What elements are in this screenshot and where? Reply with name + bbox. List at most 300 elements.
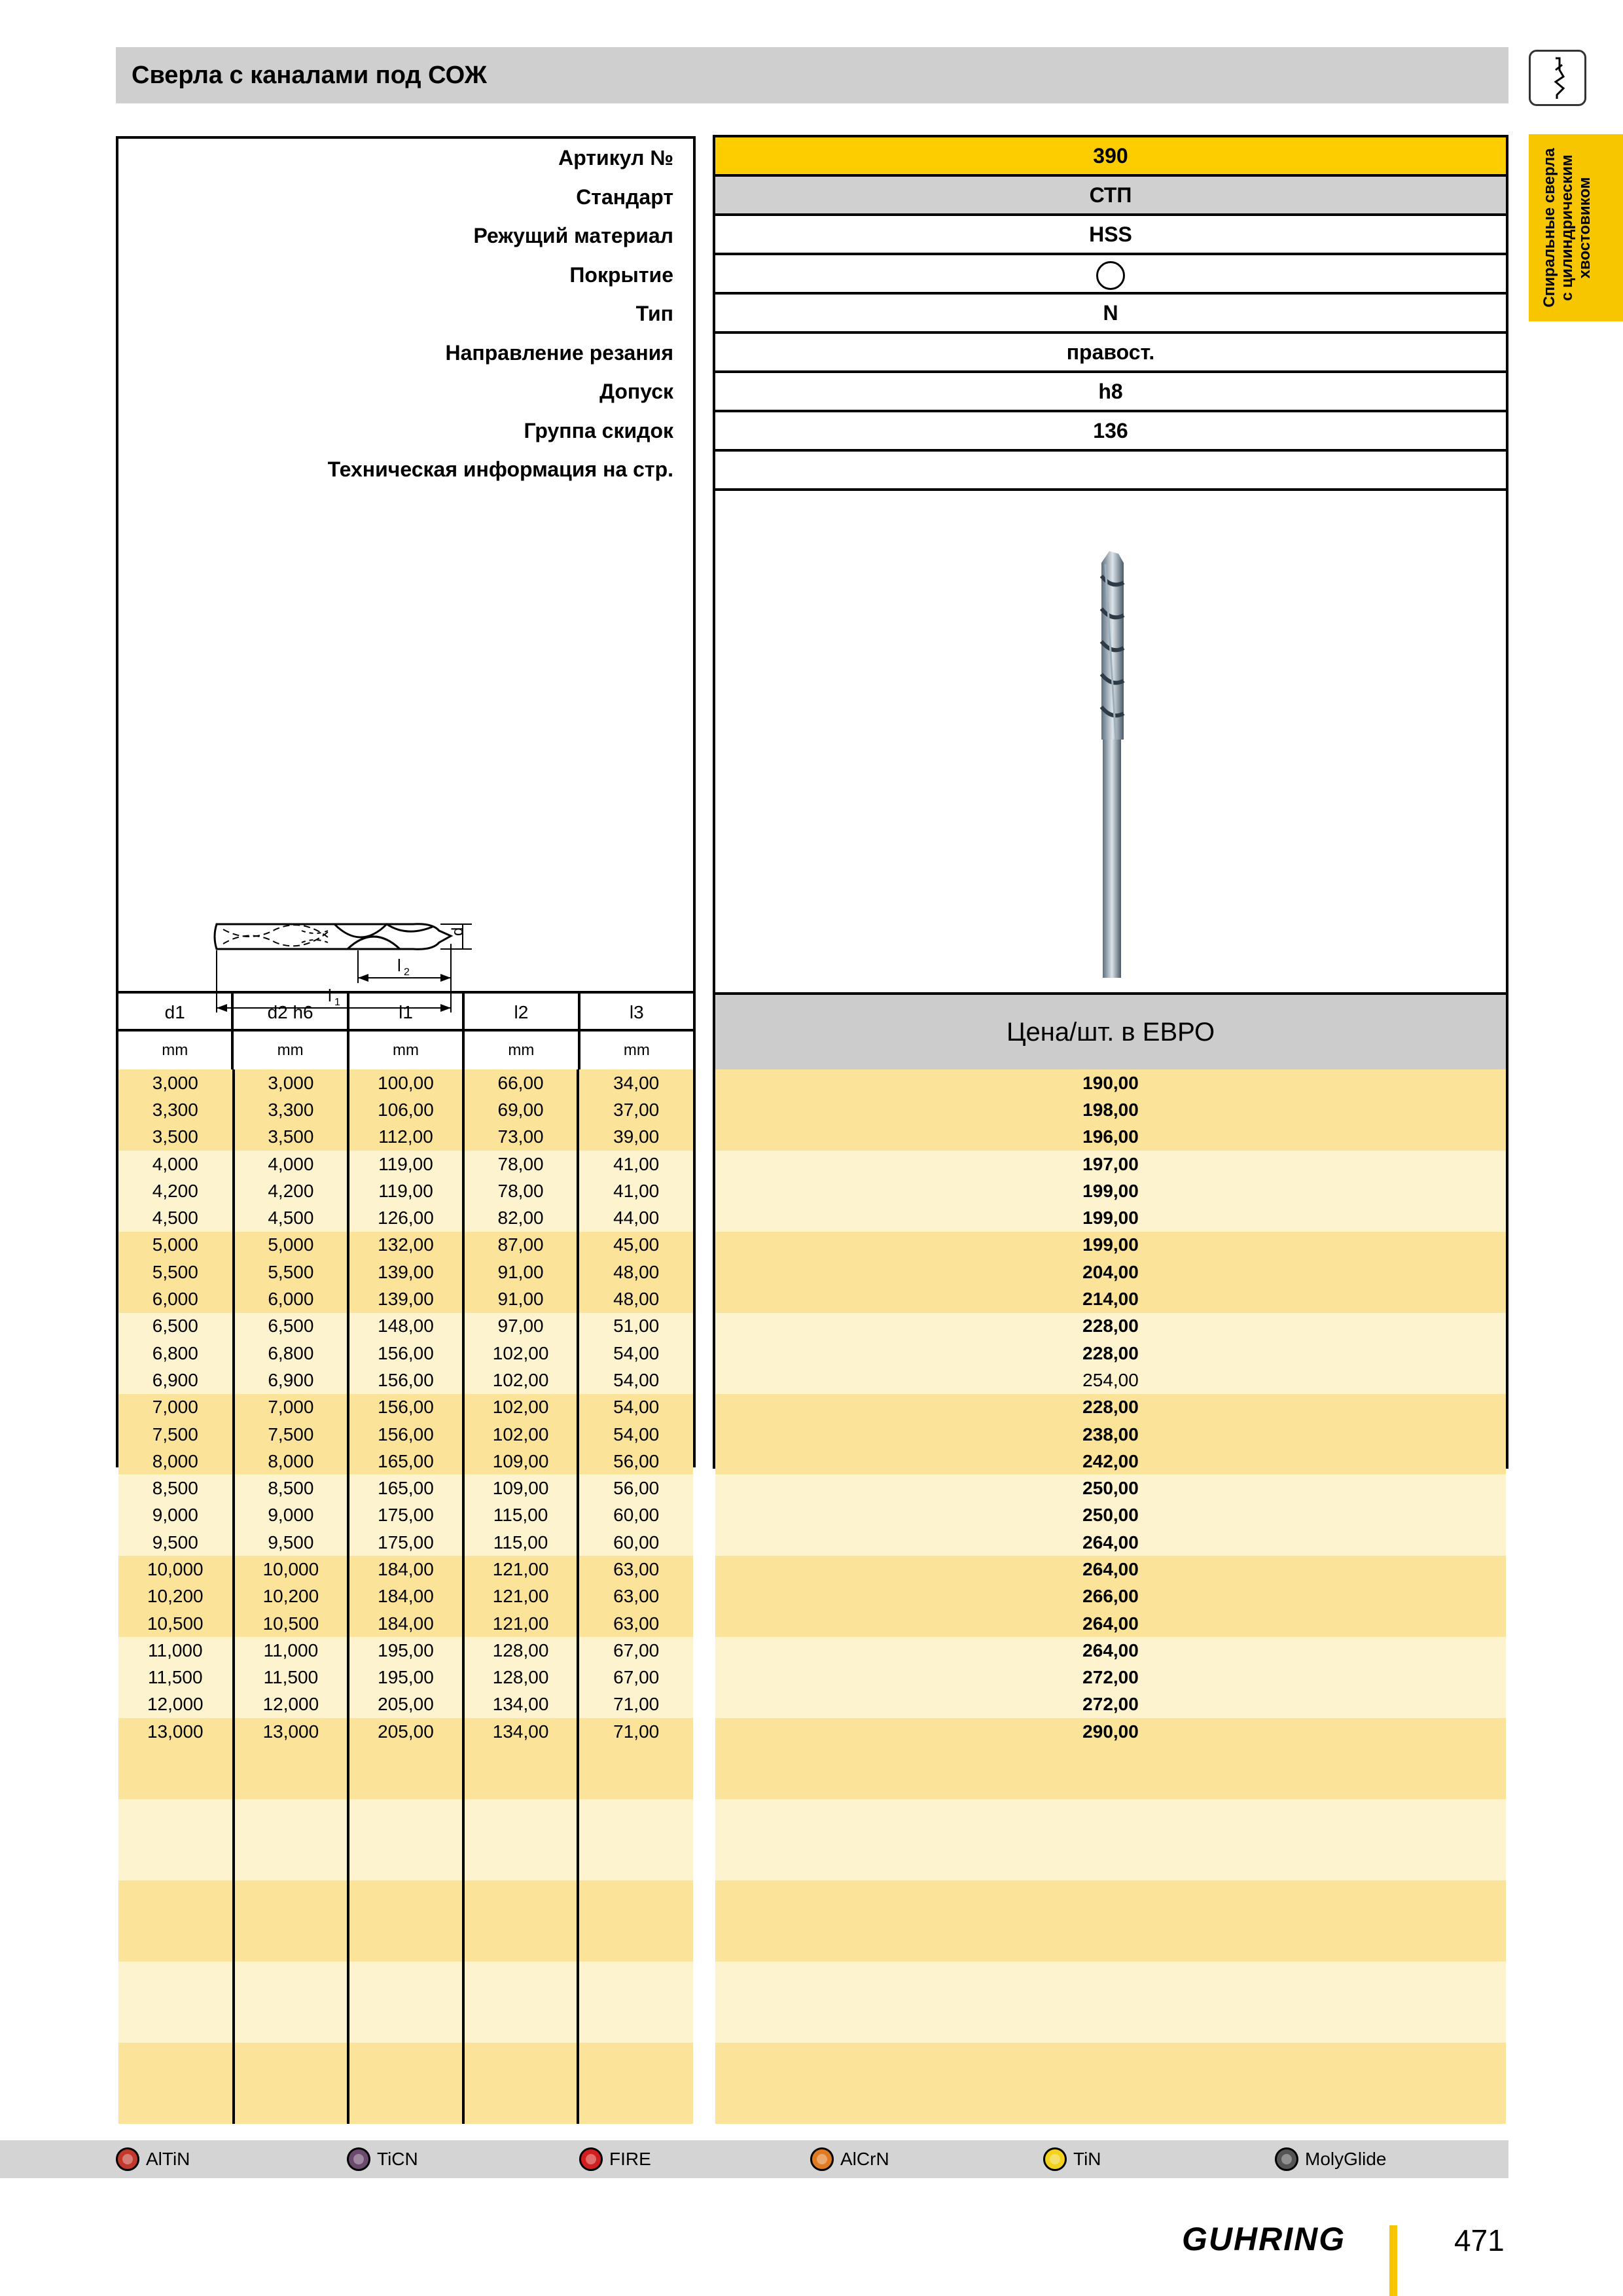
legend-item — [1043, 2147, 1101, 2171]
dimension-cell: 115,00 — [463, 1502, 579, 1529]
dimension-cell — [463, 1988, 579, 2015]
dimension-cell — [348, 2070, 463, 2096]
price-row — [715, 1583, 1506, 1610]
dimension-cell — [234, 1854, 349, 1880]
price-cell: 264,00 — [1082, 1640, 1139, 1660]
dimension-cell: 11,500 — [234, 1664, 349, 1691]
dimension-cell: 9,500 — [118, 1529, 234, 1556]
dimension-cell: 41,00 — [613, 1153, 660, 1174]
dimension-cell — [118, 1880, 234, 1907]
property-label: Допуск — [599, 380, 673, 403]
dimension-cell — [578, 2096, 693, 2123]
dimension-cell: 121,00 — [463, 1556, 579, 1583]
dimension-cell: 156,00 — [348, 1367, 463, 1393]
dimension-cell: 37,00 — [613, 1099, 660, 1120]
dimension-cell: 4,500 — [118, 1204, 234, 1231]
table-row — [118, 1259, 693, 1285]
dimension-cell — [118, 2015, 234, 2042]
coating-legend — [0, 2140, 1508, 2178]
dimension-cell — [234, 1799, 349, 1826]
dimension-cell: 128,00 — [463, 1664, 579, 1691]
price-cell — [715, 1772, 1506, 1799]
dimension-cell: 126,00 — [348, 1204, 463, 1231]
dimension-cell — [578, 1826, 693, 1853]
uncoated-icon — [1096, 261, 1125, 290]
dimension-cell: 109,00 — [463, 1475, 579, 1501]
table-row — [118, 1204, 693, 1231]
table-row — [118, 1610, 693, 1637]
tolerance-value: h8 — [715, 373, 1506, 412]
dimension-cell: 54,00 — [613, 1424, 660, 1444]
tin-coating-icon — [1043, 2147, 1067, 2171]
column-header: l1 — [349, 994, 465, 1031]
dimension-cell — [463, 1962, 579, 1988]
direction-value: правост. — [715, 334, 1506, 373]
dimension-cell: 184,00 — [348, 1610, 463, 1637]
table-row — [118, 1285, 693, 1312]
dimension-cell: 60,00 — [613, 1532, 660, 1552]
dimension-cell — [578, 1854, 693, 1880]
dimension-cell: 12,000 — [234, 1691, 349, 1718]
dimension-cell: 4,500 — [234, 1204, 349, 1231]
unit-header: mm — [623, 1041, 650, 1059]
dimension-cell: 78,00 — [463, 1151, 579, 1177]
dimension-cell: 56,00 — [613, 1450, 660, 1471]
column-header: d2 h6 — [234, 994, 349, 1031]
dimension-cell: 91,00 — [463, 1259, 579, 1285]
table-row — [118, 1772, 693, 1799]
discount-group-value: 136 — [715, 412, 1506, 452]
dimension-cell: 4,000 — [118, 1151, 234, 1177]
side-tab-line: хвостовиком — [1576, 177, 1594, 279]
dimension-cell: 184,00 — [348, 1583, 463, 1610]
price-cell: 214,00 — [1082, 1289, 1139, 1310]
dimension-cell: 121,00 — [463, 1610, 579, 1637]
dimension-cell: 63,00 — [613, 1613, 660, 1634]
legend-label: TiN — [1073, 2149, 1101, 2169]
price-cell: 199,00 — [1082, 1234, 1139, 1255]
dimension-cell: 6,000 — [234, 1285, 349, 1312]
table-row — [118, 1340, 693, 1367]
dimension-cell: 6,500 — [118, 1313, 234, 1340]
dimension-cell — [118, 1962, 234, 1988]
price-cell: 238,00 — [1082, 1424, 1139, 1444]
dimension-cell: 71,00 — [613, 1721, 660, 1742]
dimension-cell — [348, 1826, 463, 1853]
dimension-cell — [348, 1907, 463, 1934]
price-cell: 250,00 — [1082, 1505, 1139, 1526]
table-row — [118, 1691, 693, 1718]
dimension-cell — [463, 1880, 579, 1907]
dimension-cell: 132,00 — [348, 1232, 463, 1259]
dimension-cell: 5,500 — [118, 1259, 234, 1285]
dimension-cell: 139,00 — [348, 1259, 463, 1285]
price-cell: 228,00 — [1082, 1316, 1139, 1336]
dimension-cell: 134,00 — [463, 1718, 579, 1745]
page-number: 471 — [1454, 2223, 1505, 2257]
dimension-cell: 156,00 — [348, 1421, 463, 1448]
dimension-cell: 9,000 — [234, 1502, 349, 1529]
dimension-cell: 6,000 — [118, 1285, 234, 1312]
dimension-cell: 67,00 — [613, 1640, 660, 1660]
dimension-cell — [463, 2096, 579, 2123]
table-row — [118, 1799, 693, 1826]
legend-label: AlTiN — [146, 2149, 190, 2169]
dimension-cell: 7,000 — [118, 1394, 234, 1421]
dimension-cell — [348, 1745, 463, 1772]
price-cell — [715, 1799, 1506, 1826]
price-row — [715, 1502, 1506, 1529]
altin-coating-icon — [116, 2147, 139, 2171]
dimension-cell: 10,500 — [118, 1610, 234, 1637]
dimension-cell — [463, 1745, 579, 1772]
dimension-cell: 4,200 — [118, 1177, 234, 1204]
column-header: l2 — [465, 994, 580, 1031]
dimension-cell: 134,00 — [463, 1691, 579, 1718]
side-tab-line: с цилиндрическим — [1558, 154, 1576, 301]
price-cell — [715, 1962, 1506, 1988]
article-number: 390 — [715, 137, 1506, 177]
dimension-cell — [348, 1935, 463, 1962]
price-cell: 272,00 — [1082, 1667, 1139, 1688]
dimension-cell — [118, 1799, 234, 1826]
legend-item — [116, 2147, 190, 2171]
property-label: Покрытие — [569, 262, 673, 287]
dimension-cell: 148,00 — [348, 1313, 463, 1340]
dimension-cell — [234, 1907, 349, 1934]
dimension-cell: 156,00 — [348, 1394, 463, 1421]
dimension-cell — [578, 1880, 693, 1907]
dimension-cell: 4,000 — [234, 1151, 349, 1177]
unit-header: mm — [118, 1031, 234, 1069]
price-cell — [715, 1854, 1506, 1880]
dimensions-table — [118, 1069, 693, 2124]
dimension-cell — [463, 2070, 579, 2096]
legend-item — [1275, 2147, 1386, 2171]
price-cell: 272,00 — [1082, 1694, 1139, 1715]
dimension-cell: 5,500 — [234, 1259, 349, 1285]
dimension-cell: 102,00 — [463, 1394, 579, 1421]
table-row — [118, 1421, 693, 1448]
column-header: l3 — [629, 1002, 644, 1022]
price-row — [715, 1854, 1506, 1880]
table-row — [118, 2015, 693, 2042]
dimension-cell: 63,00 — [613, 1586, 660, 1607]
dimension-cell: 106,00 — [348, 1096, 463, 1123]
tech-info-value — [715, 452, 1506, 491]
property-labels — [150, 139, 673, 490]
dimension-cell: 12,000 — [118, 1691, 234, 1718]
price-cell — [715, 1988, 1506, 2015]
dimension-cell — [463, 1935, 579, 1962]
dimension-cell — [234, 1745, 349, 1772]
unit-headers — [118, 1029, 693, 1072]
price-row — [715, 1313, 1506, 1340]
dimension-cell — [348, 2043, 463, 2070]
dimension-cell — [118, 2043, 234, 2070]
unit-header: mm — [465, 1031, 580, 1069]
coating-value — [715, 255, 1506, 295]
price-row — [715, 1745, 1506, 1772]
dimension-cell: 10,200 — [234, 1583, 349, 1610]
dimension-cell: 44,00 — [613, 1208, 660, 1229]
price-row — [715, 2043, 1506, 2070]
table-row — [118, 1880, 693, 1907]
dimension-cell — [234, 1880, 349, 1907]
page-title-bar — [116, 47, 1508, 103]
dimension-cell — [348, 1799, 463, 1826]
dimension-cell: 195,00 — [348, 1637, 463, 1664]
dimension-cell: 184,00 — [348, 1556, 463, 1583]
dimension-cell: 128,00 — [463, 1637, 579, 1664]
dimension-cell — [578, 1962, 693, 1988]
price-row — [715, 1177, 1506, 1204]
dimension-cell: 102,00 — [463, 1367, 579, 1393]
price-header: Цена/шт. в ЕВРО — [715, 992, 1506, 1072]
dimension-cell — [463, 1854, 579, 1880]
table-row — [118, 1718, 693, 1745]
dimension-cell: 10,000 — [118, 1556, 234, 1583]
brand-accent-bar — [1389, 2225, 1397, 2296]
price-table — [715, 1069, 1506, 2124]
dimension-cell — [234, 2015, 349, 2042]
dimension-cell — [463, 2015, 579, 2042]
price-row — [715, 1880, 1506, 1907]
dimension-cell — [234, 1962, 349, 1988]
price-row — [715, 1394, 1506, 1421]
price-row — [715, 1935, 1506, 1962]
price-row — [715, 1124, 1506, 1151]
property-label: Группа скидок — [524, 418, 673, 442]
dimension-cell: 3,000 — [118, 1069, 234, 1096]
material-value: HSS — [715, 216, 1506, 255]
price-cell: 199,00 — [1082, 1208, 1139, 1229]
legend-label: AlCrN — [840, 2149, 889, 2169]
dimension-cell: 6,800 — [234, 1340, 349, 1367]
table-row — [118, 1583, 693, 1610]
price-cell — [715, 1826, 1506, 1853]
dimension-cell: 73,00 — [463, 1124, 579, 1151]
dimension-cell: 8,500 — [234, 1475, 349, 1501]
dimension-cell: 139,00 — [348, 1285, 463, 1312]
dimension-cell: 48,00 — [613, 1261, 660, 1282]
dimension-cell — [578, 1988, 693, 2015]
dimension-cell — [118, 1988, 234, 2015]
dimension-cell: 102,00 — [463, 1421, 579, 1448]
price-row — [715, 1285, 1506, 1312]
price-cell — [715, 1935, 1506, 1962]
price-row — [715, 1069, 1506, 1096]
dimension-cell: 54,00 — [613, 1397, 660, 1418]
price-row — [715, 1664, 1506, 1691]
price-cell: 266,00 — [1082, 1586, 1139, 1607]
dimension-cell: 8,000 — [118, 1448, 234, 1475]
dimension-cell: 56,00 — [613, 1478, 660, 1499]
dimension-cell: 11,000 — [234, 1637, 349, 1664]
dimensions-table-area — [118, 1069, 693, 2119]
table-row — [118, 1096, 693, 1123]
price-row — [715, 1367, 1506, 1393]
dimension-cell — [578, 2043, 693, 2070]
dimension-cell: 11,500 — [118, 1664, 234, 1691]
dimension-cell — [463, 1826, 579, 1853]
table-row — [118, 2070, 693, 2096]
d1-label: d — [449, 927, 467, 936]
table-row — [118, 1745, 693, 1772]
dimension-cell — [118, 1826, 234, 1853]
dimension-cell — [463, 2043, 579, 2070]
dimension-cell: 165,00 — [348, 1448, 463, 1475]
table-row — [118, 1988, 693, 2015]
price-row — [715, 1259, 1506, 1285]
price-cell: 199,00 — [1082, 1180, 1139, 1201]
price-row — [715, 1907, 1506, 1934]
dimension-cell: 3,500 — [118, 1124, 234, 1151]
price-row — [715, 1204, 1506, 1231]
dimension-cell: 66,00 — [463, 1069, 579, 1096]
l1-label: l — [328, 986, 332, 1005]
price-cell — [715, 1745, 1506, 1772]
l1-subscript: 1 — [334, 997, 340, 1008]
page-title: Сверла с каналами под СОЖ — [132, 61, 488, 89]
table-row — [118, 1313, 693, 1340]
price-row — [715, 1772, 1506, 1799]
dimension-cell — [348, 2015, 463, 2042]
dimension-cell: 205,00 — [348, 1718, 463, 1745]
dimension-cell: 10,200 — [118, 1583, 234, 1610]
dimension-cell — [234, 2070, 349, 2096]
dimension-cell: 63,00 — [613, 1558, 660, 1579]
dimension-cell: 41,00 — [613, 1180, 660, 1201]
unit-header: mm — [349, 1031, 465, 1069]
price-cell: 196,00 — [1082, 1126, 1139, 1147]
price-cell: 228,00 — [1082, 1342, 1139, 1363]
dimension-cell: 60,00 — [613, 1505, 660, 1526]
dimension-cell: 71,00 — [613, 1694, 660, 1715]
price-row — [715, 1610, 1506, 1637]
price-cell: 197,00 — [1082, 1153, 1139, 1174]
price-cell: 264,00 — [1082, 1532, 1139, 1552]
property-label: Режущий материал — [473, 224, 673, 247]
price-row — [715, 1421, 1506, 1448]
legend-label: FIRE — [609, 2149, 651, 2169]
price-row — [715, 1475, 1506, 1501]
property-label: Стандарт — [576, 185, 673, 209]
drill-tab-icon — [1529, 50, 1586, 106]
dimension-cell: 6,500 — [234, 1313, 349, 1340]
dimension-cell — [348, 1854, 463, 1880]
table-row — [118, 1854, 693, 1880]
alcrn-coating-icon — [810, 2147, 834, 2171]
table-row — [118, 1232, 693, 1259]
dimension-cell: 5,000 — [118, 1232, 234, 1259]
price-row — [715, 1691, 1506, 1718]
table-row — [118, 1367, 693, 1393]
price-row — [715, 1232, 1506, 1259]
dimension-cell — [578, 1907, 693, 1934]
dimension-cell: 7,500 — [118, 1421, 234, 1448]
dimension-cell — [463, 1907, 579, 1934]
price-cell — [715, 2070, 1506, 2096]
table-row — [118, 1448, 693, 1475]
price-cell — [715, 2015, 1506, 2042]
price-cell — [715, 2043, 1506, 2070]
price-row — [715, 1151, 1506, 1177]
price-cell — [715, 1880, 1506, 1907]
property-label: Тип — [635, 302, 673, 325]
dimension-cell: 9,500 — [234, 1529, 349, 1556]
legend-label: MolyGlide — [1305, 2149, 1387, 2169]
column-headers — [118, 991, 693, 1031]
ticn-coating-icon — [347, 2147, 370, 2171]
dimension-cell — [463, 1799, 579, 1826]
price-row — [715, 1988, 1506, 2015]
molyglide-coating-icon — [1275, 2147, 1298, 2171]
dimension-cell: 7,500 — [234, 1421, 349, 1448]
unit-header: mm — [234, 1031, 349, 1069]
dimension-cell: 7,000 — [234, 1394, 349, 1421]
table-row — [118, 1935, 693, 1962]
table-row — [118, 1151, 693, 1177]
dimension-cell: 109,00 — [463, 1448, 579, 1475]
price-row — [715, 2096, 1506, 2123]
l2-label: l — [397, 956, 401, 975]
dimension-cell: 48,00 — [613, 1289, 660, 1310]
dimension-cell: 165,00 — [348, 1475, 463, 1501]
dimension-cell: 195,00 — [348, 1664, 463, 1691]
dimension-cell — [578, 1745, 693, 1772]
table-row — [118, 1177, 693, 1204]
dimension-cell: 3,300 — [234, 1096, 349, 1123]
dimension-cell: 45,00 — [613, 1234, 660, 1255]
section-side-tab[interactable] — [1529, 134, 1623, 321]
legend-label: TiCN — [377, 2149, 418, 2169]
price-cell — [715, 2096, 1506, 2123]
side-tab-line: Спиральные сверла — [1541, 148, 1558, 308]
dimension-cell — [234, 2043, 349, 2070]
price-row — [715, 1096, 1506, 1123]
table-row — [118, 1124, 693, 1151]
dimension-cell: 54,00 — [613, 1342, 660, 1363]
dimension-cell: 82,00 — [463, 1204, 579, 1231]
table-row — [118, 1529, 693, 1556]
dimension-cell — [578, 1772, 693, 1799]
dimension-cell: 78,00 — [463, 1177, 579, 1204]
property-label: Артикул № — [558, 146, 673, 170]
dimension-cell — [118, 1745, 234, 1772]
dimension-cell: 121,00 — [463, 1583, 579, 1610]
dimension-cell — [234, 1826, 349, 1853]
price-cell: 254,00 — [1082, 1369, 1139, 1390]
price-cell: 264,00 — [1082, 1613, 1139, 1634]
price-cell: 204,00 — [1082, 1261, 1139, 1282]
price-cell: 198,00 — [1082, 1099, 1139, 1120]
price-row — [715, 1448, 1506, 1475]
price-row — [715, 2015, 1506, 2042]
price-row — [715, 1340, 1506, 1367]
legend-item — [347, 2147, 418, 2171]
price-row — [715, 1718, 1506, 1745]
dimension-cell: 8,500 — [118, 1475, 234, 1501]
dimension-cell — [348, 1962, 463, 1988]
dimension-cell: 205,00 — [348, 1691, 463, 1718]
dimension-cell: 3,500 — [234, 1124, 349, 1151]
price-cell: 228,00 — [1082, 1397, 1139, 1418]
dimension-cell — [578, 2015, 693, 2042]
dimension-cell: 13,000 — [234, 1718, 349, 1745]
dimension-cell: 39,00 — [613, 1126, 660, 1147]
table-row — [118, 1556, 693, 1583]
